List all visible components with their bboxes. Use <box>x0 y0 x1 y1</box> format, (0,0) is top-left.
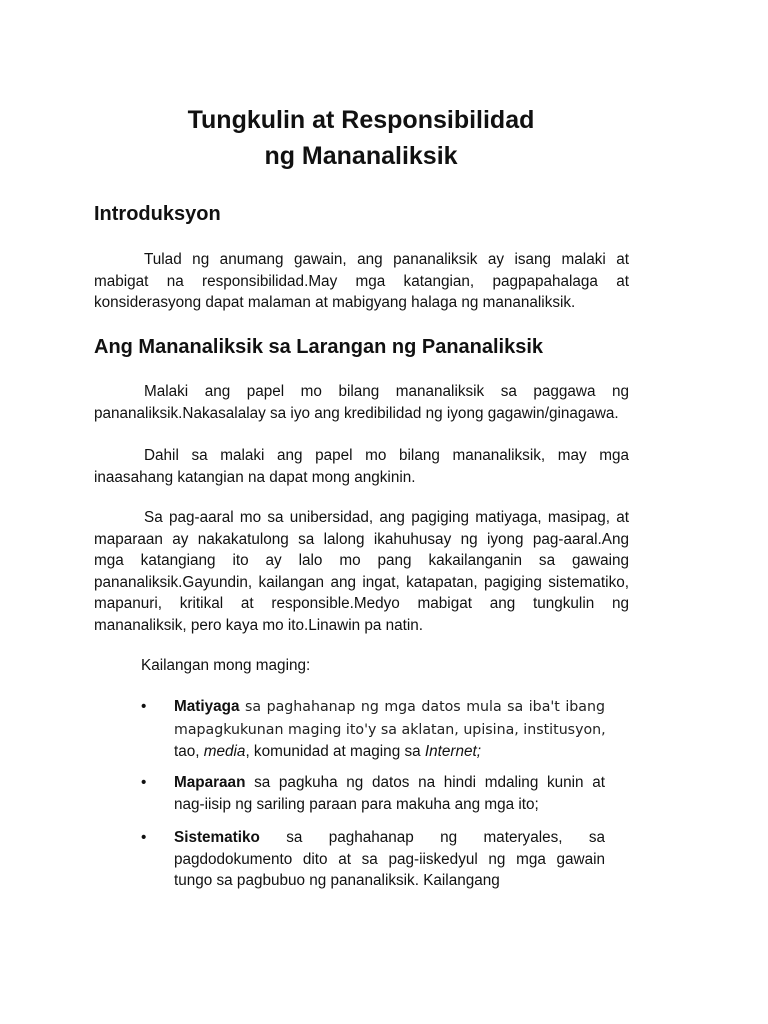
heading-section-2: Ang Mananaliksik sa Larangan ng Pananaliksik <box>94 336 544 358</box>
paragraph-line: Malaki ang papel mo bilang mananaliksik sa paggawa ng <box>144 383 629 400</box>
bullet-item-sistematiko <box>174 827 605 892</box>
bullet-line-text: sa paghahanap ng mga datos mula sa iba't ibang <box>239 699 605 715</box>
paragraph-line: konsiderasyong dapat malaman at mabigyang halaga ng mananaliksik. <box>94 294 576 311</box>
paragraph-line: mananaliksik, pero kaya mo ito.Linawin pa natin. <box>94 616 424 634</box>
paragraph-line: Tulad ng anumang gawain, ang pananaliksik ay isang malaki at <box>144 251 629 268</box>
paragraph-line: Dahil sa malaki ang papel mo bilang mananaliksik, may mga <box>144 447 629 464</box>
paragraph-intro <box>94 249 629 314</box>
bullet-line <box>174 827 605 849</box>
heading-introduksyon: Introduksyon <box>94 203 221 225</box>
bullet-line: nag-iisip ng sariling paraan para makuha ang mga ito; <box>174 795 539 813</box>
bullet-line-text: mapagkukunan maging ito'y sa aklatan, upisina, institusyon, <box>174 721 606 738</box>
bullet-marker: • <box>141 698 147 715</box>
bullet-term: Sistematiko <box>174 829 260 846</box>
bullet-line-text: sa paghahanap ng materyales, sa <box>259 829 605 846</box>
bullet-line: pagdodokumento dito at sa pag-iiskedyul ng mga gawain <box>174 850 605 868</box>
bullet-line <box>174 741 605 763</box>
bullet-marker: • <box>141 774 147 791</box>
paragraph-line: pananaliksik.Gayundin, kailangan ang ingat, katapatan, pagiging sistematiko, <box>94 573 629 591</box>
bullet-term: Matiyaga <box>174 698 240 715</box>
paragraph-line: pananaliksik.Nakasalalay sa iyo ang kredibilidad ng iyong gagawin/ginagawa. <box>94 404 619 422</box>
paragraph-line: mga katangiang ito ay lalo mo pang kakailanganin sa gawaing <box>94 552 629 569</box>
paragraph-3 <box>94 507 629 636</box>
bullet-line <box>174 696 605 719</box>
page-title <box>0 102 722 174</box>
paragraph-line: mapanuri, kritikal at responsible.Medyo mabigat ang tungkulin ng <box>94 595 629 612</box>
paragraph-line: maparaan ay nakakatulong sa lalong ikahuhusay ng iyong pag-aaral.Ang <box>94 530 629 548</box>
paragraph-2 <box>94 445 629 488</box>
paragraph-line: inaasahang katangian na dapat mong angkinin. <box>94 468 416 486</box>
lead-in-text: Kailangan mong maging: <box>141 657 311 674</box>
paragraph-line: mabigat na responsibilidad.May mga katangian, pagpapahalaga at <box>94 272 629 290</box>
bullet-line-text: , komunidad at maging sa <box>245 743 425 760</box>
paragraph-1 <box>94 381 629 424</box>
bullet-marker: • <box>141 829 147 846</box>
bullet-item-maparaan <box>174 772 605 815</box>
italic-internet: Internet; <box>424 743 481 760</box>
bullet-line-text: sa pagkuha ng datos na hindi mdaling kunin at <box>245 774 605 791</box>
bullet-item-matiyaga <box>174 696 605 763</box>
title-line-2: ng Mananaliksik <box>264 142 458 170</box>
paragraph-line: Sa pag-aaral mo sa unibersidad, ang pagiging matiyaga, masipag, at <box>144 509 629 526</box>
italic-media: media <box>203 743 246 760</box>
bullet-line-text: tao, <box>174 743 204 760</box>
bullet-term: Maparaan <box>174 774 246 791</box>
title-line-1: Tungkulin at Responsibilidad <box>187 106 535 134</box>
bullet-line <box>174 719 605 742</box>
bullet-line <box>174 772 605 794</box>
bullet-line: tungo sa pagbubuo ng pananaliksik. Kailangang <box>174 872 500 889</box>
